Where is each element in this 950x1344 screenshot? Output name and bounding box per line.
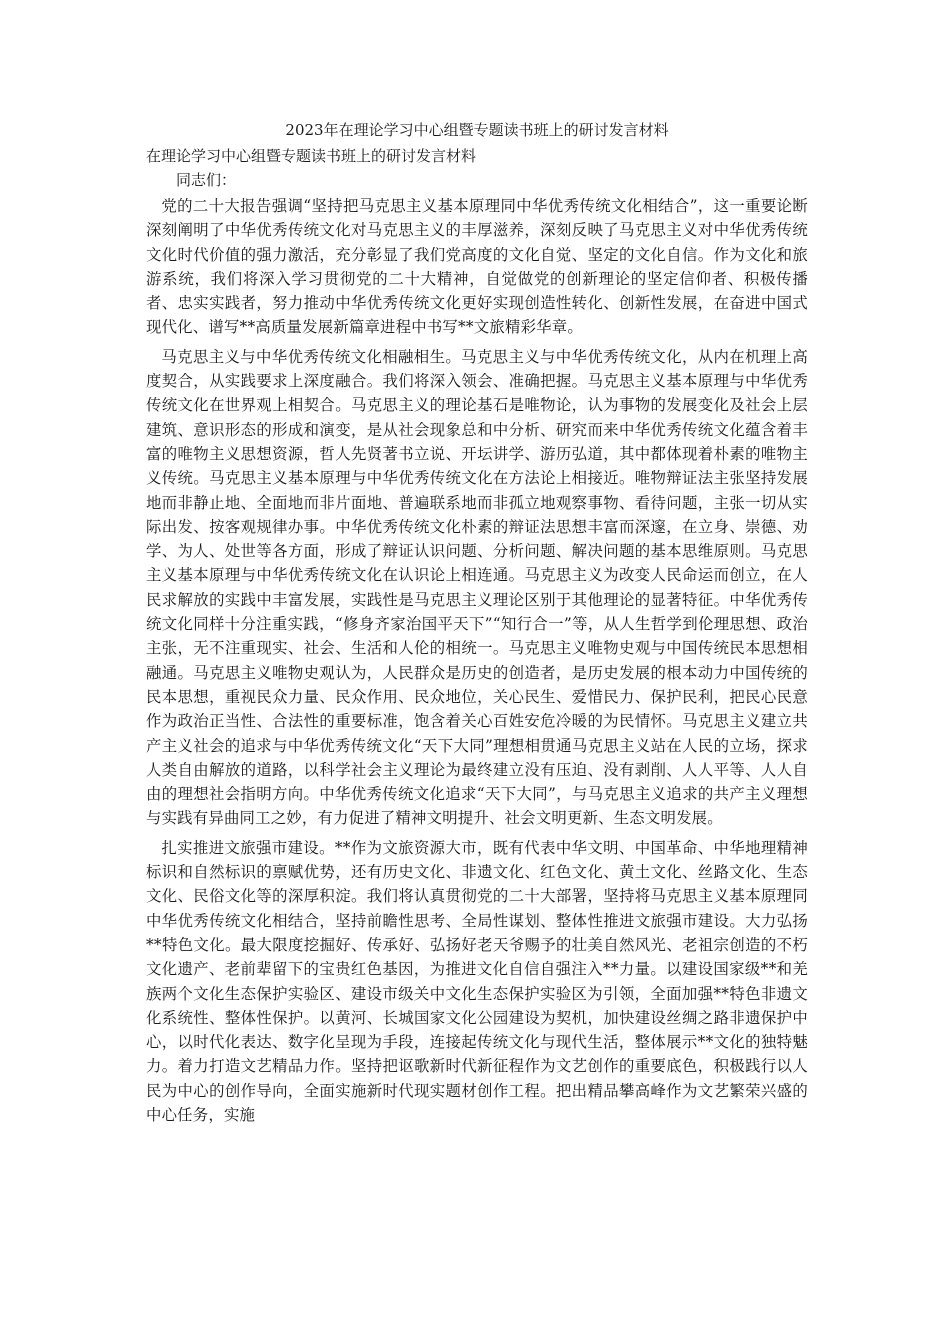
salutation: 同志们： (176, 171, 237, 189)
paragraph-intro: 党的二十大报告强调“坚持把马克思主义基本原理同中华优秀传统文化相结合”，这一重要论断深刻阐明了中华优秀传统文化对马克思主义的丰厚滋养，深刻反映了马克思主义对中华优秀传统文化时代价值的强力激活，充分彰显了我们党高度的文化自觉、坚定的文化自信。作为文化和旅游系统，我们将深入学习贯彻党的二十大精神，自觉做党的创新理论的坚定信仰者、积极传播者、忠实实践者，努力推动中华优秀传统文化更好实现创造性转化、创新性发展，在奋进中国式现代化、谱写**高质量发展新篇章进程中书写**文旅精彩华章。 (146, 197, 808, 337)
paragraph-culture-tourism-city: 扎实推进文旅强市建设。**作为文旅资源大市，既有代表中华文明、中国革命、中华地理精神标识和自然标识的禀赋优势，还有历史文化、非遗文化、红色文化、黄土文化、丝路文化、生态文化、民俗文化等的深厚积淀。我们将认真贯彻党的二十大部署，坚持将马克思主义基本原理同中华优秀传统文化相结合，坚持前瞻性思考、全局性谋划、整体性推进文旅强市建设。大力弘扬**特色文化。最大限度挖掘好、传承好、弘扬好老天爷赐予的壮美自然风光、老祖宗创造的不朽文化遗产、老前辈留下的宝贵红色基因，为推进文化自信自强注入**力量。以建设国家级**和羌族两个文化生态保护实验区、建设市级关中文化生态保护实验区为引领，全面加强**特色非遗文化系统性、整体性保护。以黄河、长城国家文化公园建设为契机，加快建设丝绸之路非遗保护中心，以时代化表达、数字化呈现为手段，连接起传统文化与现代生活，整体展示**文化的独特魅力。着力打造文艺精品力作。坚持把讴歌新时代新征程作为文艺创作的重要底色，积极践行以人民为中心的创作导向，全面实施新时代现实题材创作工程。把出精品攀高峰作为文艺繁荣兴盛的中心任务，实施 (146, 838, 808, 1124)
document-subtitle: 在理论学习中心组暨专题读书班上的研讨发言材料 (146, 147, 477, 165)
paragraph-marxism-and-tradition: 马克思主义与中华优秀传统文化相融相生。马克思主义与中华优秀传统文化，从内在机理上高度契合，从实践要求上深度融合。我们将深入领会、准确把握。马克思主义基本原理与中华优秀传统文化在世界观上相契合。马克思主义的理论基石是唯物论，认为事物的发展变化及社会上层建筑、意识形态的形成和演变，是从社会现象总和中分析、研究而来中华优秀传统文化蕴含着丰富的唯物主义思想资源，哲人先贤著书立说、开坛讲学、游历弘道，其中都体现着朴素的唯物主义传统。马克思主义基本原理与中华优秀传统文化在方法论上相接近。唯物辩证法主张坚持发展地而非静止地、全面地而非片面地、普遍联系地而非孤立地观察事物、看待问题，主张一切从实际出发、按客观规律办事。中华优秀传统文化朴素的辩证法思想丰富而深邃，在立身、崇德、劝学、为人、处世等各方面，形成了辩证认识问题、分析问题、解决问题的基本思维原则。马克思主义基本原理与中华优秀传统文化在认识论上相连通。马克思主义为改变人民命运而创立，在人民求解放的实践中丰富发展，实践性是马克思主义理论区别于其他理论的显著特征。中华优秀传统文化同样十分注重实践，“修身齐家治国平天下”“知行合一”等，从人生哲学到伦理思想、政治主张，无不注重现实、社会、生活和人伦的相统一。马克思主义唯物史观与中国传统民本思想相融通。马克思主义唯物史观认为，人民群众是历史的创造者，是历史发展的根本动力中国传统的民本思想，重视民众力量、民众作用、民众地位，关心民生、爱惜民力、保护民利，把民心民意作为政治正当性、合法性的重要标准，饱含着关心百姓安危冷暖的为民情怀。马克思主义建立共产主义社会的追求与中华优秀传统文化“天下大同”理想相贯通马克思主义站在人民的立场，探求人类自由解放的道路，以科学社会主义理论为最终建立没有压迫、没有剥削、人人平等、人人自由的理想社会指明方向。中华优秀传统文化追求“天下大同”，与马克思主义追求的共产主义理想与实践有异曲同工之妙，有力促进了精神文明提升、社会文明更新、生态文明发展。 (146, 347, 808, 828)
document-page (146, 118, 808, 1132)
document-title: 2023年在理论学习中心组暨专题读书班上的研讨发言材料 (285, 121, 669, 139)
